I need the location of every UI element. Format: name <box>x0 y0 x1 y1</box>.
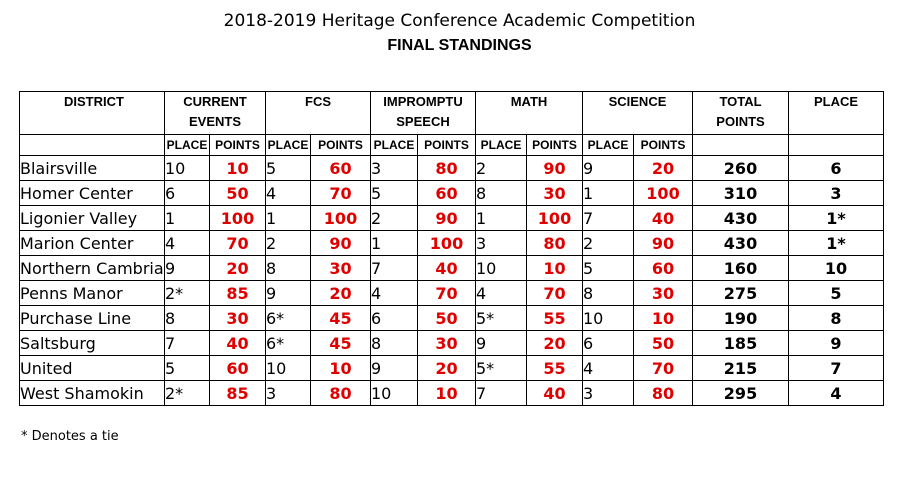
ce-points-cell: 10 <box>210 156 266 181</box>
ce-place-cell: 2* <box>165 281 210 306</box>
fcs-place-subheader: PLACE <box>266 135 311 156</box>
fcs-points-cell: 20 <box>311 281 371 306</box>
table-row <box>20 231 884 256</box>
imp-points-cell: 60 <box>418 181 476 206</box>
fcs-place-cell: 4 <box>266 181 311 206</box>
ce-points-cell: 50 <box>210 181 266 206</box>
ce-points-cell: 100 <box>210 206 266 231</box>
imp-place-cell: 8 <box>371 331 418 356</box>
fcs-points-cell: 100 <box>311 206 371 231</box>
ce-place-subheader: PLACE <box>165 135 210 156</box>
math-points-cell: 70 <box>527 281 583 306</box>
sci-points-subheader: POINTS <box>634 135 693 156</box>
sci-place-cell: 8 <box>583 281 634 306</box>
ce-place-cell: 9 <box>165 256 210 281</box>
sci-points-cell: 20 <box>634 156 693 181</box>
imp-place-cell: 4 <box>371 281 418 306</box>
imp-points-cell: 90 <box>418 206 476 231</box>
page-subtitle: FINAL STANDINGS <box>387 37 532 54</box>
math-place-cell: 5* <box>476 356 527 381</box>
table-row <box>20 156 884 181</box>
total-cell: 260 <box>693 156 789 181</box>
table-row <box>20 331 884 356</box>
district-cell: Ligonier Valley <box>20 206 165 231</box>
page-title: 2018-2019 Heritage Conference Academic Competition <box>223 11 696 31</box>
total-cell: 310 <box>693 181 789 206</box>
imp-points-cell: 40 <box>418 256 476 281</box>
total-cell: 275 <box>693 281 789 306</box>
ce-points-cell: 85 <box>210 281 266 306</box>
fcs-points-cell: 10 <box>311 356 371 381</box>
sci-place-cell: 5 <box>583 256 634 281</box>
sci-points-cell: 80 <box>634 381 693 406</box>
table-row <box>20 381 884 406</box>
ce-place-cell: 10 <box>165 156 210 181</box>
fcs-place-cell: 6* <box>266 306 311 331</box>
imp-place-cell: 9 <box>371 356 418 381</box>
imp-place-cell: 10 <box>371 381 418 406</box>
sci-place-cell: 3 <box>583 381 634 406</box>
ce-points-cell: 70 <box>210 231 266 256</box>
ce-place-cell: 5 <box>165 356 210 381</box>
imp-points-cell: 70 <box>418 281 476 306</box>
table-row <box>20 256 884 281</box>
math-points-cell: 55 <box>527 306 583 331</box>
imp-points-cell: 30 <box>418 331 476 356</box>
district-cell: United <box>20 356 165 381</box>
imp-place-cell: 6 <box>371 306 418 331</box>
fcs-place-cell: 5 <box>266 156 311 181</box>
imp-points-cell: 100 <box>418 231 476 256</box>
sci-place-cell: 4 <box>583 356 634 381</box>
fcs-points-cell: 80 <box>311 381 371 406</box>
math-points-subheader: POINTS <box>527 135 583 156</box>
fcs-points-cell: 70 <box>311 181 371 206</box>
imp-points-cell: 10 <box>418 381 476 406</box>
math-place-cell: 1 <box>476 206 527 231</box>
table-row <box>20 356 884 381</box>
ce-points-cell: 30 <box>210 306 266 331</box>
math-points-cell: 40 <box>527 381 583 406</box>
place-cell: 4 <box>789 381 884 406</box>
sci-place-cell: 10 <box>583 306 634 331</box>
ce-place-cell: 8 <box>165 306 210 331</box>
table-row <box>20 306 884 331</box>
standings-table <box>19 91 884 406</box>
sci-points-cell: 60 <box>634 256 693 281</box>
math-points-cell: 10 <box>527 256 583 281</box>
math-place-cell: 4 <box>476 281 527 306</box>
place-cell: 8 <box>789 306 884 331</box>
district-cell: Purchase Line <box>20 306 165 331</box>
science-header: SCIENCE <box>583 92 693 135</box>
ce-points-cell: 40 <box>210 331 266 356</box>
ce-place-cell: 6 <box>165 181 210 206</box>
imp-place-cell: 5 <box>371 181 418 206</box>
total-cell: 430 <box>693 231 789 256</box>
district-cell: Penns Manor <box>20 281 165 306</box>
math-points-cell: 80 <box>527 231 583 256</box>
imp-place-cell: 7 <box>371 256 418 281</box>
math-place-cell: 10 <box>476 256 527 281</box>
ce-points-cell: 85 <box>210 381 266 406</box>
sci-points-cell: 50 <box>634 331 693 356</box>
sci-place-cell: 6 <box>583 331 634 356</box>
total-cell: 295 <box>693 381 789 406</box>
math-points-cell: 90 <box>527 156 583 181</box>
imp-points-cell: 20 <box>418 356 476 381</box>
place-cell: 1* <box>789 206 884 231</box>
district-cell: Saltsburg <box>20 331 165 356</box>
fcs-place-cell: 9 <box>266 281 311 306</box>
place-cell: 6 <box>789 156 884 181</box>
fcs-header: FCS <box>266 92 371 135</box>
header-row <box>20 92 884 135</box>
math-place-cell: 8 <box>476 181 527 206</box>
fcs-place-cell: 10 <box>266 356 311 381</box>
imp-place-cell: 3 <box>371 156 418 181</box>
imp-place-cell: 2 <box>371 206 418 231</box>
fcs-place-cell: 2 <box>266 231 311 256</box>
place-cell: 5 <box>789 281 884 306</box>
math-place-cell: 9 <box>476 331 527 356</box>
subheader-blank <box>20 135 165 156</box>
total-cell: 160 <box>693 256 789 281</box>
sci-points-cell: 40 <box>634 206 693 231</box>
total-subheader-blank <box>693 135 789 156</box>
sci-place-subheader: PLACE <box>583 135 634 156</box>
place-cell: 7 <box>789 356 884 381</box>
math-points-cell: 100 <box>527 206 583 231</box>
district-cell: West Shamokin <box>20 381 165 406</box>
fcs-points-subheader: POINTS <box>311 135 371 156</box>
imp-points-cell: 80 <box>418 156 476 181</box>
sci-place-cell: 9 <box>583 156 634 181</box>
fcs-place-cell: 1 <box>266 206 311 231</box>
standings-body <box>20 156 884 406</box>
ce-points-cell: 20 <box>210 256 266 281</box>
sci-points-cell: 70 <box>634 356 693 381</box>
math-place-cell: 2 <box>476 156 527 181</box>
imp-points-subheader: POINTS <box>418 135 476 156</box>
fcs-points-cell: 45 <box>311 306 371 331</box>
fcs-points-cell: 90 <box>311 231 371 256</box>
imp-place-subheader: PLACE <box>371 135 418 156</box>
math-header: MATH <box>476 92 583 135</box>
sci-points-cell: 30 <box>634 281 693 306</box>
math-place-subheader: PLACE <box>476 135 527 156</box>
place-header: PLACE <box>789 92 884 135</box>
impromptu-speech-header: IMPROMPTU SPEECH <box>371 92 476 135</box>
current-events-header: CURRENT EVENTS <box>165 92 266 135</box>
place-subheader-blank <box>789 135 884 156</box>
fcs-place-cell: 3 <box>266 381 311 406</box>
total-cell: 430 <box>693 206 789 231</box>
sci-points-cell: 90 <box>634 231 693 256</box>
table-row <box>20 206 884 231</box>
fcs-place-cell: 8 <box>266 256 311 281</box>
place-cell: 10 <box>789 256 884 281</box>
place-cell: 1* <box>789 231 884 256</box>
math-points-cell: 20 <box>527 331 583 356</box>
place-cell: 3 <box>789 181 884 206</box>
table-row <box>20 281 884 306</box>
district-cell: Marion Center <box>20 231 165 256</box>
district-cell: Northern Cambria <box>20 256 165 281</box>
math-place-cell: 5* <box>476 306 527 331</box>
total-cell: 185 <box>693 331 789 356</box>
district-cell: Homer Center <box>20 181 165 206</box>
imp-place-cell: 1 <box>371 231 418 256</box>
ce-place-cell: 4 <box>165 231 210 256</box>
place-cell: 9 <box>789 331 884 356</box>
subheader-row <box>20 135 884 156</box>
sci-place-cell: 7 <box>583 206 634 231</box>
sci-place-cell: 1 <box>583 181 634 206</box>
math-place-cell: 7 <box>476 381 527 406</box>
imp-points-cell: 50 <box>418 306 476 331</box>
ce-points-subheader: POINTS <box>210 135 266 156</box>
sci-points-cell: 100 <box>634 181 693 206</box>
sci-points-cell: 10 <box>634 306 693 331</box>
fcs-points-cell: 30 <box>311 256 371 281</box>
sci-place-cell: 2 <box>583 231 634 256</box>
ce-place-cell: 7 <box>165 331 210 356</box>
district-header: DISTRICT <box>20 92 165 135</box>
ce-place-cell: 2* <box>165 381 210 406</box>
math-points-cell: 55 <box>527 356 583 381</box>
ce-points-cell: 60 <box>210 356 266 381</box>
fcs-points-cell: 45 <box>311 331 371 356</box>
fcs-points-cell: 60 <box>311 156 371 181</box>
total-cell: 190 <box>693 306 789 331</box>
math-place-cell: 3 <box>476 231 527 256</box>
footnote: * Denotes a tie <box>21 429 119 444</box>
fcs-place-cell: 6* <box>266 331 311 356</box>
total-cell: 215 <box>693 356 789 381</box>
total-points-header: TOTAL POINTS <box>693 92 789 135</box>
district-cell: Blairsville <box>20 156 165 181</box>
table-row <box>20 181 884 206</box>
ce-place-cell: 1 <box>165 206 210 231</box>
math-points-cell: 30 <box>527 181 583 206</box>
